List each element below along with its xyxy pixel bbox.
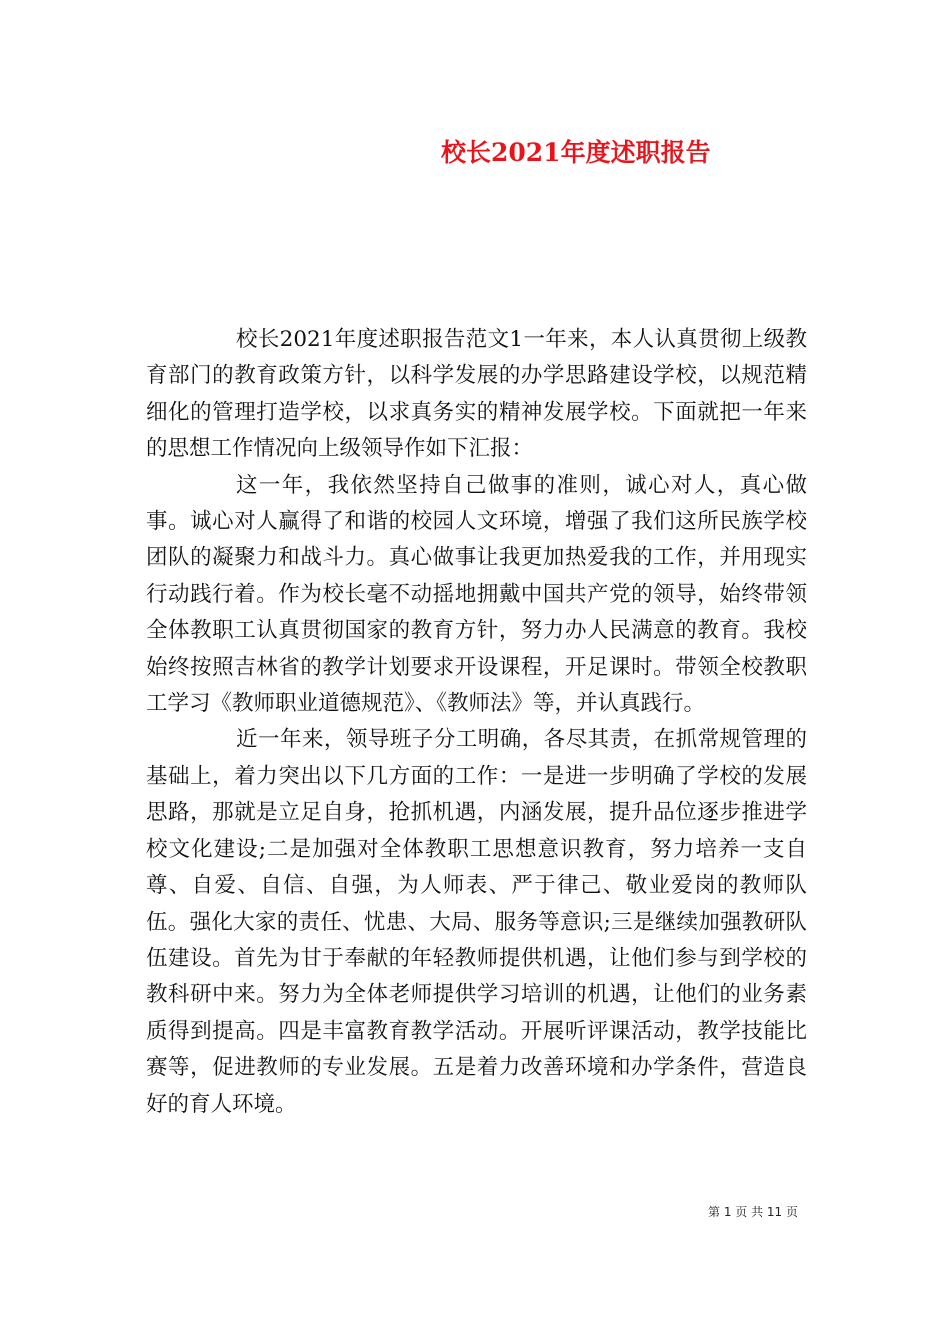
paragraph-2: 这一年，我依然坚持自己做事的准则，诚心对人，真心做事。诚心对人赢得了和谐的校园人文环境，增强了我们这所民族学校团队的凝聚力和战斗力。真心做事让我更加热爱我的工作，并用现实行动践行着。作为校长毫不动摇地拥戴中国共产党的领导，始终带领全体教职工认真贯彻国家的教育方针，努力办人民满意的教育。我校始终按照吉林省的教学计划要求开设课程，开足课时。带领全校教职工学习《教师职业道德规范》、《教师法》等，并认真践行。 <box>146 472 807 717</box>
page-number: 第 1 页 共 11 页 <box>708 1205 798 1219</box>
document-title: 校长2021年度述职报告 <box>441 138 711 167</box>
document-body <box>146 322 807 1123</box>
paragraph-1: 校长2021年度述职报告范文1一年来，本人认真贯彻上级教育部门的教育政策方针，以科学发展的办学思路建设学校，以规范精细化的管理打造学校，以求真务实的精神发展学校。下面就把一年来的思想工作情况向上级领导作如下汇报： <box>146 327 807 462</box>
paragraph-3: 近一年来，领导班子分工明确，各尽其责，在抓常规管理的基础上，着力突出以下几方面的工作：一是进一步明确了学校的发展思路，那就是立足自身，抢抓机遇，内涵发展，提升品位逐步推进学校文化建设;二是加强对全体教职工思想意识教育，努力培养一支自尊、自爱、自信、自强，为人师表、严于律己、敬业爱岗的教师队伍。强化大家的责任、忧患、大局、服务等意识;三是继续加强教研队伍建设。首先为甘于奉献的年轻教师提供机遇，让他们参与到学校的教科研中来。努力为全体老师提供学习培训的机遇，让他们的业务素质得到提高。四是丰富教育教学活动。开展听评课活动，教学技能比赛等，促进教师的专业发展。五是着力改善环境和办学条件，营造良好的育人环境。 <box>146 727 807 1117</box>
